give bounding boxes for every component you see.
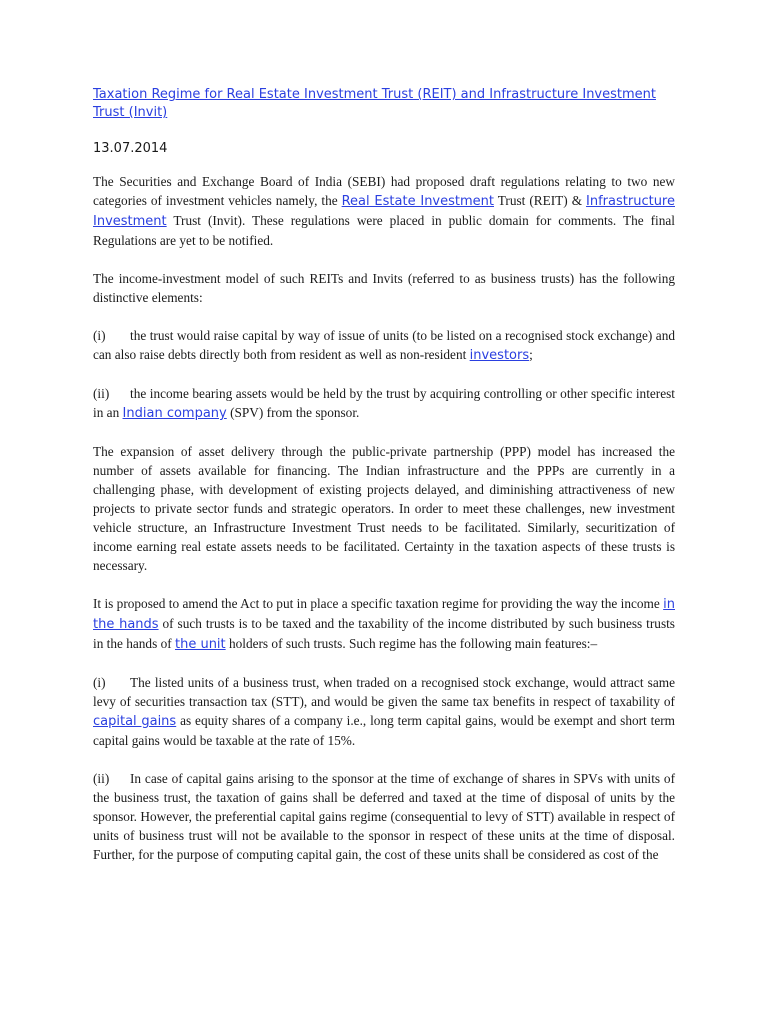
- capital-gains-link[interactable]: capital gains: [93, 714, 177, 729]
- list-number: (ii): [93, 771, 110, 786]
- list-number: (ii): [93, 386, 110, 401]
- paragraph-ppp-expansion: The expansion of asset delivery through the public-private partnership (PPP) model has increased the number of assets available for financing. The Indian infrastructure and the PPPs are currently in a challenging phase, with development of existing projects delayed, and diminishing attractiveness of new projects to private sector funds and strategic operators. In order to meet these challenges, new investment vehicle structure, an Infrastructure Investment Trust needs to be facilitated. Similarly, securitization of income earning real estate assets needs to be facilitated. Certainty in the taxation aspects of these trusts is necessary.: [93, 444, 675, 573]
- p7-text-a: The listed units of a business trust, when traded on a recognised stock exchange, would attract same levy of securities transaction tax (STT), and would be given the same tax benefits in respect of taxability of: [93, 675, 675, 709]
- p3-text-b: ;: [529, 347, 533, 362]
- reit-link[interactable]: Real Estate Investment: [341, 194, 494, 209]
- document-page: [93, 86, 675, 864]
- infrastructure-investment-link[interactable]: Infrastructure Investment: [93, 194, 675, 229]
- list-number: (i): [93, 675, 106, 690]
- p1-text-c: Trust (Invit). These regulations were placed in public domain for comments. The final Regulations are yet to be notified.: [93, 213, 675, 248]
- paragraph-feature-1: [93, 673, 675, 750]
- paragraph-list-item-2: [93, 384, 675, 423]
- the-unit-link[interactable]: the unit: [174, 637, 226, 652]
- investors-link[interactable]: investors: [469, 348, 530, 363]
- paragraph-feature-2: [93, 769, 675, 864]
- p6-text-a: It is proposed to amend the Act to put in place a specific taxation regime for providing the way the income: [93, 596, 664, 611]
- p1-text-a: The Securities and Exchange Board of India (SEBI) had proposed draft regulations relating to two new categories of investment vehicles namely, the: [93, 174, 675, 208]
- document-date: 13.07.2014: [93, 141, 168, 156]
- p8-text: In case of capital gains arising to the sponsor at the time of exchange of shares in SPVs with units of the business trust, the taxation of gains shall be deferred and taxed at the time of disposal of units by the sponsor. However, the preferential capital gains regime (consequential to levy of STT) available in respect of units of business trust will not be available to the sponsor in respect of these units at the time of disposal. Further, for the purpose of computing capital gain, the cost of these units shall be considered as cost of the: [93, 771, 675, 862]
- in-the-hands-link[interactable]: in the hands: [93, 597, 675, 632]
- p7-text-b: as equity shares of a company i.e., long term capital gains, would be exempt and short term capital gains would be taxable at the rate of 15%.: [93, 713, 676, 748]
- paragraph-income-model: The income-investment model of such REITs and Invits (referred to as business trusts) has the following distinctive elements:: [93, 271, 675, 305]
- p4-text-a: the income bearing assets would be held by the trust by acquiring controlling or other specific interest in an: [93, 386, 675, 420]
- p3-text-a: the trust would raise capital by way of issue of units (to be listed on a recognised stock exchange) and can also raise debts directly both from resident as well as non-resident: [93, 328, 675, 362]
- p1-text-b: Trust (REIT) &: [494, 193, 587, 208]
- paragraph-sebi-intro: [93, 172, 675, 250]
- paragraph-taxation-regime: [93, 594, 675, 654]
- paragraph-list-item-1: [93, 326, 675, 365]
- p6-text-b: of such trusts is to be taxed and the taxability of the income distributed by such business trusts in the hands of: [93, 616, 675, 651]
- indian-company-link[interactable]: Indian company: [122, 406, 227, 421]
- p6-text-c: holders of such trusts. Such regime has the following main features:–: [225, 636, 598, 651]
- document-title-link[interactable]: Taxation Regime for Real Estate Investment Trust (REIT) and Infrastructure Investment Trust (Invit): [93, 87, 656, 120]
- p4-text-b: (SPV) from the sponsor.: [226, 405, 360, 420]
- list-number: (i): [93, 328, 106, 343]
